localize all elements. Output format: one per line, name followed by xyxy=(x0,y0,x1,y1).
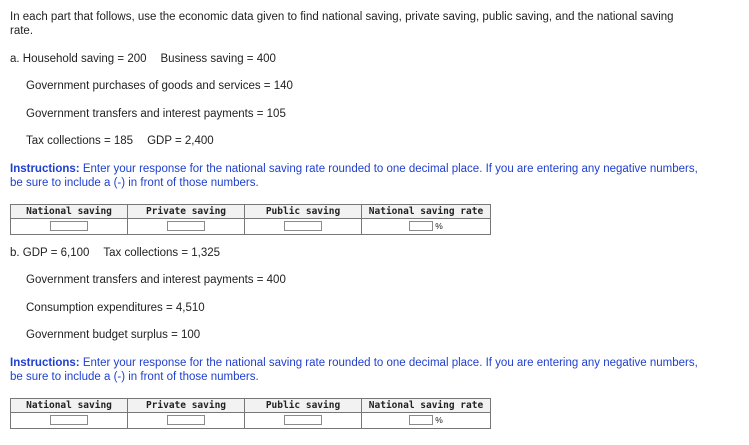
intro-line-2: rate. xyxy=(10,25,34,37)
instructions-text: Enter your response for the national saving rate rounded to one decimal place. If you are entering any negative numbers, xyxy=(79,163,698,175)
tax-collections: Tax collections = 1,325 xyxy=(103,247,221,259)
table-header-row xyxy=(11,399,491,413)
table-header-row xyxy=(11,205,491,219)
national-saving-rate-header: National saving rate xyxy=(362,399,491,413)
part-b-line-1 xyxy=(10,247,220,259)
national-saving-rate-input[interactable] xyxy=(409,221,433,231)
public-saving-input[interactable] xyxy=(284,415,322,425)
intro-line-1: In each part that follows, use the economic data given to find national saving, private saving, public saving, and the national saving xyxy=(10,11,674,23)
part-b-answer-table xyxy=(10,398,491,429)
part-a-instructions xyxy=(10,163,698,175)
gdp: b. GDP = 6,100 xyxy=(10,247,90,259)
national-saving-input[interactable] xyxy=(50,221,88,231)
instructions-label: Instructions: xyxy=(10,357,80,369)
national-saving-header: National saving xyxy=(11,399,128,413)
gdp: GDP = 2,400 xyxy=(147,135,214,147)
national-saving-rate-header: National saving rate xyxy=(362,205,491,219)
public-saving-header: Public saving xyxy=(245,399,362,413)
part-a-line-1 xyxy=(10,53,276,65)
percent-sign: % xyxy=(435,221,443,232)
government-purchases: Government purchases of goods and services = 140 xyxy=(26,80,293,92)
consumption-expenditures: Consumption expenditures = 4,510 xyxy=(26,302,205,314)
private-saving-header: Private saving xyxy=(128,205,245,219)
table-row xyxy=(11,219,491,235)
national-saving-rate-input[interactable] xyxy=(409,415,433,425)
table-row xyxy=(11,413,491,429)
part-a-line-4 xyxy=(26,135,214,147)
part-a-instructions-line-2: be sure to include a (-) in front of those numbers. xyxy=(10,177,259,189)
part-b-instructions xyxy=(10,357,698,369)
instructions-text: Enter your response for the national saving rate rounded to one decimal place. If you are entering any negative numbers, xyxy=(79,357,698,369)
government-budget-surplus: Government budget surplus = 100 xyxy=(26,329,201,341)
national-saving-input[interactable] xyxy=(50,415,88,425)
private-saving-input[interactable] xyxy=(167,415,205,425)
business-saving: Business saving = 400 xyxy=(160,53,276,65)
private-saving-header: Private saving xyxy=(128,399,245,413)
public-saving-input[interactable] xyxy=(284,221,322,231)
part-b-instructions-line-2: be sure to include a (-) in front of those numbers. xyxy=(10,371,259,383)
part-a-answer-table xyxy=(10,204,491,235)
government-transfers: Government transfers and interest payments = 105 xyxy=(26,108,286,120)
household-saving: a. Household saving = 200 xyxy=(10,53,147,65)
national-saving-header: National saving xyxy=(11,205,128,219)
percent-sign: % xyxy=(435,415,443,426)
tax-collections: Tax collections = 185 xyxy=(26,135,134,147)
private-saving-input[interactable] xyxy=(167,221,205,231)
public-saving-header: Public saving xyxy=(245,205,362,219)
government-transfers: Government transfers and interest payments = 400 xyxy=(26,274,286,286)
instructions-label: Instructions: xyxy=(10,163,80,175)
